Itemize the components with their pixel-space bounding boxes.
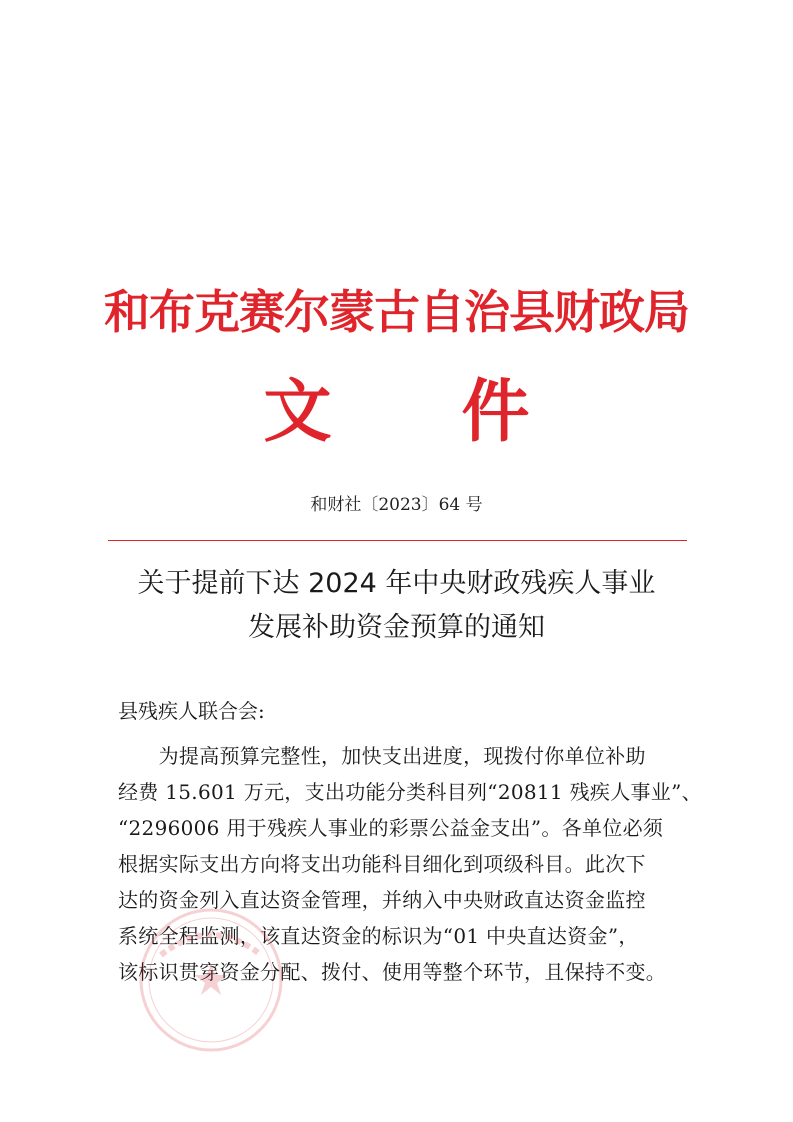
body-line: 经费 15.601 万元，支出功能分类科目列“20811 残疾人事业”、 [118, 780, 702, 804]
red-divider-line [108, 540, 687, 541]
document-number: 和财社〔2023〕64 号 [310, 495, 483, 515]
document-heading [0, 372, 793, 452]
body-line: 为提高预算完整性，加快支出进度，现拨付你单位补助 [118, 744, 646, 768]
body-line: 系统全程监测，该直达资金的标识为“01 中央直达资金”， [118, 924, 639, 948]
issuing-organization: 和布克赛尔蒙古自治县财政局 [104, 285, 689, 339]
addressee: 县残疾人联合会: [118, 699, 265, 723]
body-line: 达的资金列入直达资金管理，并纳入中央财政直达资金监控 [118, 888, 646, 912]
body-line: 该标识贯穿资金分配、拨付、使用等整个环节，且保持不变。 [118, 960, 667, 984]
document-heading-right-char: 件 [461, 372, 530, 452]
document-heading-left-char: 文 [263, 372, 332, 452]
document-title-line-2: 发展补助资金预算的通知 [248, 612, 545, 643]
body-line: “2296006 用于残疾人事业的彩票公益金支出”。各单位必须 [118, 816, 664, 840]
body-line: 根据实际支出方向将支出功能科目细化到项级科目。此次下 [118, 852, 646, 876]
document-title [80, 562, 713, 650]
document-title-line-1: 关于提前下达 2024 年中央财政残疾人事业 [137, 568, 656, 599]
